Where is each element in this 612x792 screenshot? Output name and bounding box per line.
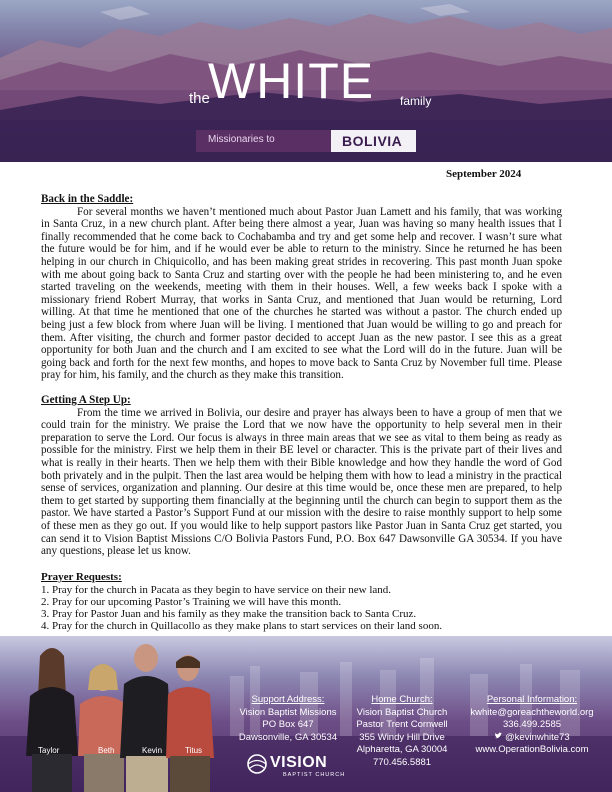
- prayer-item: 2. Pray for our upcoming Pastor’s Training we will have this month.: [41, 595, 342, 608]
- home-church-line: 355 Windy Hill Drive: [359, 731, 445, 743]
- prayer-item: 3. Pray for Pastor Juan and his family as they make the transition back to Santa Cruz.: [41, 607, 417, 620]
- twitter-line[interactable]: [456, 732, 608, 745]
- country-label: BOLIVIA: [342, 133, 403, 149]
- prayer-requests: [41, 571, 571, 632]
- family-name-label: Beth: [98, 746, 115, 755]
- vision-globe-logo-icon: [246, 753, 268, 775]
- article-body: From the time we arrived in Bolivia, our desire and prayer has always been to have a group of men that we could train for the ministry. We praise the Lord that we now have the opportunity to help several men in their preparation to serve the Lord. Our focus is always in three main areas that we see as vital to them being as ready as possible for the ministry. First we help them in their BE level or character. This is the private part of their lives and what is really in their hearts. Then we help them with their Bible knowledge and how they handle the word of God both privately and in the pulpit. Then the last area would be helping them with how to lead a ministry in the practical sense of services, organization and planning. Our desire at this time would be, once these men are prepared, to help them to get started by supporting them financially at the beginning until the church can begin to support them as the pastor. We have started a Pastor’s Support Fund at our mission with the desire to raise monthly support to help some of these men as they go out. If you would like to help support pastors like Pastor Juan in Santa Cruz get started, you can send it to Vision Baptist Missions C/O Bolivia Pastors Fund, P.O. Box 647 Dawsonville GA 30534. If you have any questions, please let us know.: [41, 406, 562, 558]
- support-heading: Support Address:: [251, 694, 325, 705]
- support-address: [230, 694, 346, 744]
- prayer-list: [41, 584, 571, 632]
- family-photo: [0, 636, 230, 792]
- home-church-line: 770.456.5881: [372, 756, 432, 768]
- support-line: PO Box 647: [262, 719, 314, 730]
- prayer-heading: Prayer Requests:: [41, 571, 122, 583]
- title-white: WHITE: [208, 53, 375, 109]
- vision-logo-subtext: BAPTIST CHURCH: [283, 772, 346, 778]
- article-heading: Back in the Saddle:: [41, 193, 134, 205]
- article-getting-a-step-up: [41, 394, 562, 558]
- home-church-heading: Home Church:: [371, 694, 433, 705]
- email-link[interactable]: kwhite@goreachtheworld.org: [470, 706, 594, 718]
- title-the: the: [189, 90, 210, 107]
- missionaries-to-label: Missionaries to: [208, 134, 275, 145]
- article-body: For several months we haven’t mentioned much about Pastor Juan Lamett and his family, that was working in Santa Cruz, in a new church plant. After being there almost a year, Juan was having so many health issues that I finally recommended that he come back to Cochabamba and try and get some help and recover. I wasn’t sure what the future would be for him, and if he would ever be able to return to the ministry. Since he returned he has been helping in our church in Chiquicollo, and has been making great strides in recovering. This past month Juan spoke with me about going back to Santa Cruz and starting over with the people he had been ministering to, and he even started traveling on the weekends, meeting with them in their houses. Well, a few weeks back I spoke with a missionary friend Robert Murray, that works in Santa Cruz, and mentioned that Juan would be returning, Lord willing. At that time he mentioned that one of the churches he started was without a pastor. The church ended up being just a few block from where Juan will be living. I mentioned that Juan would be willing to go and preach for them. After visiting, the church and former pastor decided to accept Juan as the new pastor. I see this as a great opportunity for both Juan and the church and I am excited to see what the Lord will do in the future. Juan will be going back and forth for the next few months, and hopes to move back to Santa Cruz by November full time. Please pray for him, his family, and the church as they make this transition.: [41, 205, 562, 382]
- newsletter-date: September 2024: [446, 168, 522, 180]
- personal-info: [456, 694, 608, 757]
- prayer-item: 4. Pray for the church in Quillacollo as they make plans to start services on their land soon.: [41, 619, 443, 632]
- website-link[interactable]: www.OperationBolivia.com: [475, 744, 589, 755]
- vision-logo-text: VISION: [270, 754, 328, 771]
- footer-banner: [0, 636, 612, 792]
- family-name-label: Titus: [185, 746, 203, 755]
- support-line: Dawsonville, GA 30534: [238, 731, 338, 743]
- home-church-line: Pastor Trent Cornwell: [356, 719, 448, 730]
- phone-number: 336.499.2585: [502, 719, 562, 730]
- home-church-line: Alpharetta, GA 30004: [356, 744, 448, 755]
- twitter-handle: @kevinwhite73: [505, 731, 570, 743]
- prayer-item: 1. Pray for the church in Pacata as they begin to have service on their new land.: [41, 583, 392, 596]
- home-church: [350, 694, 454, 769]
- article-back-in-the-saddle: [41, 193, 562, 382]
- family-name-label: Kevin: [142, 746, 163, 755]
- home-church-line: Vision Baptist Church: [356, 706, 448, 718]
- family-name-label: Taylor: [38, 746, 60, 755]
- title-family: family: [400, 94, 432, 108]
- article-heading: Getting A Step Up:: [41, 394, 131, 406]
- support-line: Vision Baptist Missions: [239, 706, 337, 718]
- twitter-bird-icon: [494, 732, 502, 740]
- header-banner: [0, 0, 612, 162]
- personal-heading: Personal Information:: [486, 694, 578, 705]
